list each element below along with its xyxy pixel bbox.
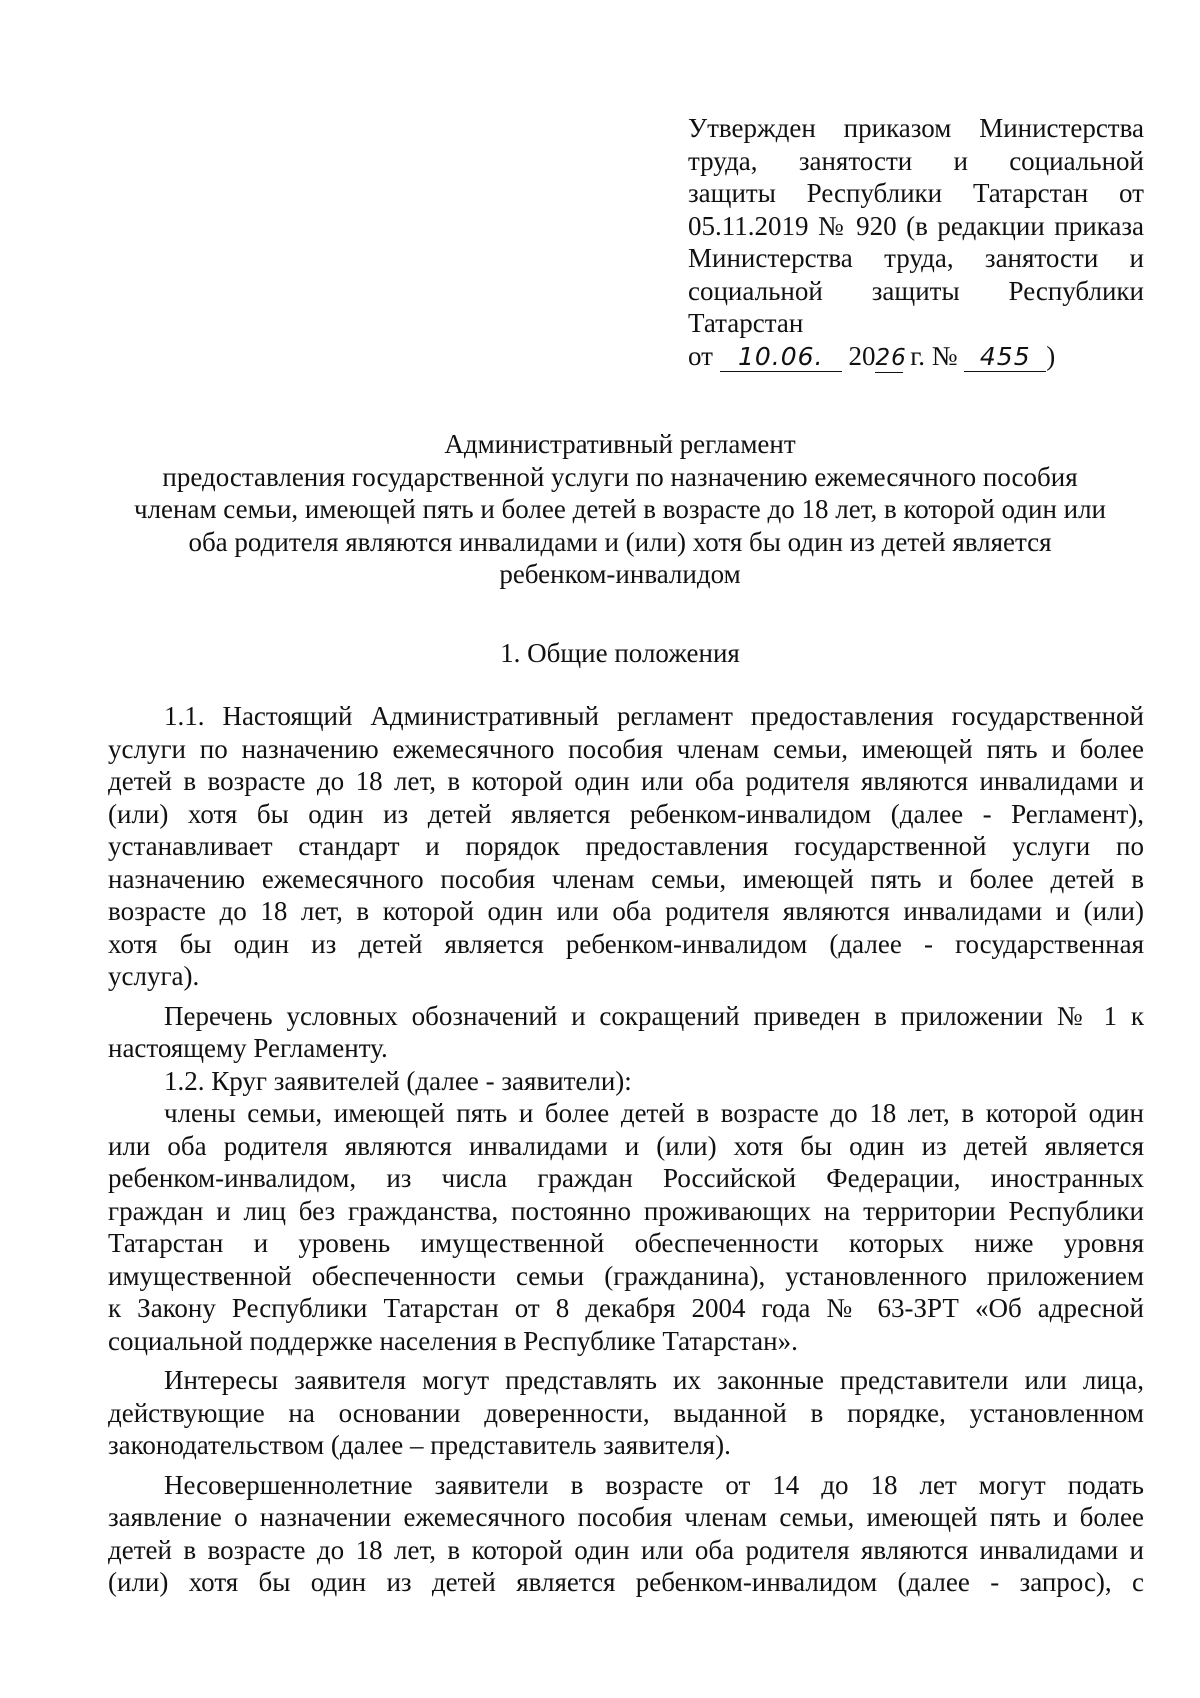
closing-bracket: ) bbox=[1046, 340, 1056, 371]
text-line: к Закону Республики Татарстан от 8 декабря 2004 года № 63-ЗРТ «Об адресной bbox=[108, 1293, 1144, 1323]
approval-line: Утвержден приказом Министерства bbox=[688, 113, 1144, 143]
text-line: имущественной обеспеченности семьи (гражданина), установленного приложением bbox=[108, 1260, 1144, 1291]
document-body bbox=[108, 700, 1144, 1599]
text-line: 1.2. Круг заявителей (далее - заявители): bbox=[164, 1065, 632, 1096]
text-line: 1.1. Настоящий Административный регламент предоставления государственной bbox=[164, 701, 1144, 731]
text-line: члены семьи, имеющей пять и более детей в возрасте до 18 лет, в которой один bbox=[164, 1098, 1144, 1128]
section-heading: 1. Общие положения bbox=[500, 638, 740, 668]
text-line: ребенком-инвалидом, из числа граждан Российской Федерации, иностранных bbox=[108, 1163, 1144, 1193]
approval-from-label: от bbox=[688, 340, 713, 371]
title-line: оба родителя являются инвалидами и (или) хотя бы один из детей является bbox=[188, 526, 1052, 557]
text-line: (или) хотя бы один из детей является ребенком-инвалидом (далее - Регламент), bbox=[108, 798, 1144, 829]
text-line: социальной поддержке населения в Республике Татарстан». bbox=[108, 1325, 798, 1356]
text-line: действующие на основании доверенности, выданной в порядке, установленном bbox=[108, 1397, 1144, 1428]
text-line: или оба родителя являются инвалидами и (или) хотя бы один из детей является bbox=[108, 1130, 1144, 1161]
paragraph-1-2 bbox=[108, 1065, 1144, 1098]
paragraph-representatives bbox=[108, 1364, 1144, 1462]
text-line: Интересы заявителя могут представлять их законные представители или лица, bbox=[164, 1365, 1144, 1395]
text-line: Несовершеннолетние заявители в возрасте от 14 до 18 лет могут подать bbox=[164, 1469, 1144, 1500]
approval-line: Министерства труда, занятости и bbox=[688, 243, 1144, 273]
year-prefix: 20 bbox=[848, 340, 876, 371]
text-line: (или) хотя бы один из детей является ребенком-инвалидом (далее - запрос), с bbox=[108, 1567, 1144, 1597]
text-line: законодательством (далее – представитель заявителя). bbox=[108, 1430, 731, 1460]
text-line: Татарстан и уровень имущественной обеспеченности которых ниже уровня bbox=[108, 1228, 1144, 1258]
approval-line: Татарстан bbox=[688, 308, 804, 338]
handwritten-date: 10.06. bbox=[720, 343, 842, 372]
title-line: членам семьи, имеющей пять и более детей в возрасте до 18 лет, в которой один или bbox=[133, 494, 1107, 524]
paragraph-1-1 bbox=[108, 700, 1144, 993]
paragraph-abbreviations bbox=[108, 1000, 1144, 1065]
text-line: возрасте до 18 лет, в которой один или оба родителя являются инвалидами и (или) bbox=[108, 896, 1144, 926]
text-line: устанавливает стандарт и порядок предоставления государственной услуги по bbox=[108, 831, 1144, 861]
approval-line: 05.11.2019 № 920 (в редакции приказа bbox=[688, 210, 1144, 241]
text-line: детей в возрасте до 18 лет, в которой один или оба родителя являются инвалидами и bbox=[108, 1534, 1144, 1565]
approval-line: труда, занятости и социальной bbox=[688, 145, 1144, 176]
text-line: хотя бы один из детей является ребенком-инвалидом (далее - государственная bbox=[108, 928, 1144, 959]
handwritten-order-number: 455 bbox=[964, 343, 1046, 372]
approval-stamp-block bbox=[688, 112, 1144, 373]
text-line: Перечень условных обозначений и сокращений приведен в приложении № 1 к bbox=[164, 1000, 1144, 1031]
text-line: заявление о назначении ежемесячного пособия членам семьи, имеющей пять и более bbox=[108, 1502, 1144, 1532]
text-line: услуги по назначению ежемесячного пособия членам семьи, имеющей пять и более bbox=[108, 733, 1144, 764]
approval-line: защиты Республики Татарстан от bbox=[688, 178, 1144, 208]
text-line: услуга). bbox=[108, 961, 200, 991]
paragraph-applicants bbox=[108, 1097, 1144, 1357]
text-line: назначению ежемесячного пособия членам семьи, имеющей пять и более детей в bbox=[108, 863, 1144, 894]
approval-date-line bbox=[688, 340, 1144, 373]
text-line: настоящему Регламенту. bbox=[108, 1033, 388, 1063]
handwritten-year: 26 bbox=[875, 344, 907, 371]
approval-line: социальной защиты Республики bbox=[688, 275, 1144, 306]
text-line: граждан и лиц без гражданства, постоянно проживающих на территории Республики bbox=[108, 1195, 1144, 1226]
title-line: ребенком-инвалидом bbox=[499, 559, 741, 589]
document-title bbox=[95, 428, 1145, 591]
title-line: предоставления государственной услуги по назначению ежемесячного пособия bbox=[162, 461, 1078, 492]
title-line: Административный регламент bbox=[444, 429, 796, 459]
text-line: детей в возрасте до 18 лет, в которой один или оба родителя являются инвалидами и bbox=[108, 766, 1144, 796]
year-suffix: г. № bbox=[910, 340, 958, 371]
paragraph-minors bbox=[108, 1469, 1144, 1599]
